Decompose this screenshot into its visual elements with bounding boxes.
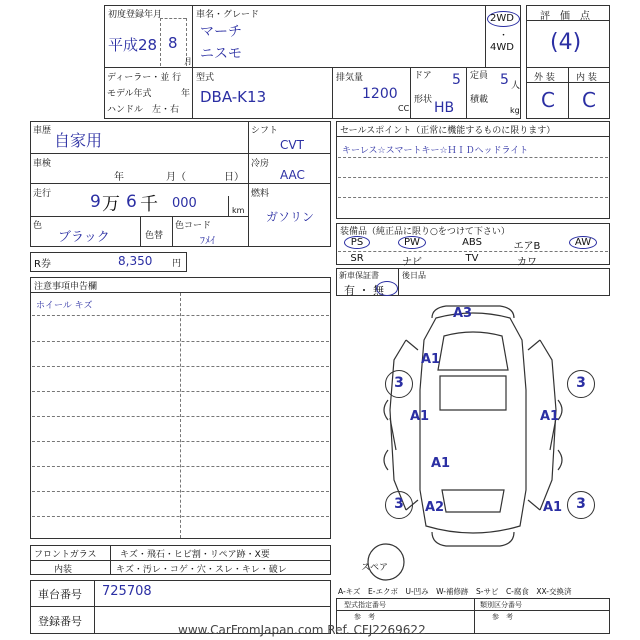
handle-label: ハンドル 左・右 (107, 105, 180, 115)
mileage-rest: 000 (172, 196, 197, 211)
equip-sr: SR (350, 253, 364, 264)
color-value: ブラック (58, 230, 110, 245)
after-label: 後日品 (402, 271, 426, 280)
interior-cond-opts: キズ・汚レ・コゲ・穴・スレ・キレ・破レ (116, 565, 287, 575)
equip-pw: PW (404, 237, 420, 248)
tire-front-left: 3 (385, 370, 413, 398)
car-diagram (336, 300, 610, 582)
front-glass-opts: キズ・飛石・ヒビ割・リペア跡・X要 (120, 550, 270, 560)
score-label: 評 価 点 (540, 11, 590, 22)
mileage-man: 9 (90, 192, 101, 212)
fuel-value: ガソリン (266, 210, 315, 224)
model-year-unit: 年 (181, 89, 191, 99)
displacement: 1200 (362, 86, 398, 102)
cc-unit: CC (398, 104, 410, 113)
equip-leather: カワ (517, 257, 537, 268)
dealer-label: ディーラー・並 行 (107, 73, 182, 83)
damage-mark-a2-left-rear: A2 (425, 500, 445, 515)
color-code-label: 色コード (175, 221, 212, 231)
mileage-label: 走行 (33, 189, 52, 199)
interior-label: 内 装 (576, 73, 597, 83)
capacity: 5 (500, 72, 509, 88)
damage-legend: A-キズ E-エクボ U-凹み W-補修跡 S-サビ C-腐食 XX-交換済 (338, 587, 572, 596)
mileage-sen: 6 (126, 192, 137, 212)
tire-rear-right: 3 (567, 491, 595, 519)
ac-label: 冷房 (251, 159, 270, 169)
shape: HB (434, 100, 455, 116)
spare-label: スペア (361, 563, 389, 573)
exterior-label: 外 装 (534, 73, 555, 83)
equip-tv: TV (465, 253, 479, 264)
color-code: ﾌﾒｲ (200, 236, 215, 247)
color-change-label: 色替 (145, 231, 164, 241)
damage-mark-a1-left-front: A1 (421, 352, 441, 367)
fuel-label: 燃料 (251, 189, 270, 199)
shift-value: CVT (280, 138, 304, 152)
doors: 5 (452, 72, 461, 88)
equip-navi: ナビ (402, 257, 422, 268)
car-grade: ニスモ (200, 46, 242, 62)
carname-label: 車名・グレード (196, 10, 260, 20)
damage-mark-a1-left-door: A1 (410, 409, 430, 424)
score-value: (4) (550, 30, 582, 55)
use-label: 車歴 (33, 126, 52, 136)
front-glass-label: フロントガラス (34, 550, 97, 560)
reg-era: 平成28 (108, 36, 158, 54)
drive-dot: ・ (499, 31, 509, 41)
drive-4wd: 4WD (490, 42, 514, 53)
equip-abs: ABS (462, 237, 482, 248)
reg-month: 8 (168, 34, 178, 52)
notes-label: 注意事項申告欄 (34, 282, 98, 292)
regnum-label: 登録番号 (38, 615, 82, 628)
watermark: www.CarFromJapan.com Ref. CFJ2269622 (178, 623, 426, 637)
recycle-label: R券 (34, 259, 51, 270)
recycle-yen: 円 (172, 259, 182, 269)
exterior-score: C (541, 88, 555, 112)
model-code: DBA-K13 (200, 88, 267, 106)
door-label: ドア (414, 71, 432, 81)
shape-label: 形状 (414, 95, 433, 105)
kg-unit: kg (510, 106, 520, 115)
damage-mark-a1-right-door: A1 (540, 409, 560, 424)
frame-label: 車台番号 (38, 588, 82, 601)
capacity-label: 定員 (470, 71, 489, 81)
load-label: 積載 (470, 95, 489, 105)
interior-score: C (582, 88, 596, 112)
class-label: 類別区分番号 (480, 601, 522, 609)
damage-mark-a1-roof: A1 (431, 456, 451, 471)
tire-rear-left: 3 (385, 491, 413, 519)
inspection-year-unit: 年 (114, 172, 124, 183)
inspection-day-unit: 日） (224, 172, 244, 183)
km-unit: km (232, 206, 245, 215)
color-label: 色 (33, 221, 43, 231)
recycle-amount: 8,350 (118, 254, 153, 268)
first-reg-label: 初度登録年月 (108, 10, 163, 20)
shift-label: シフト (251, 126, 279, 136)
displacement-label: 排気量 (336, 73, 364, 83)
recycle-box (30, 252, 187, 272)
man-unit: 万 (102, 194, 120, 215)
interior-cond-label: 内装 (54, 565, 73, 575)
sen-unit: 千 (140, 194, 158, 215)
warranty-label: 新車保証書 (339, 271, 379, 280)
capacity-unit: 人 (511, 81, 521, 91)
frame-value: 725708 (102, 584, 152, 599)
damage-mark-a1-right-rear: A1 (543, 500, 563, 515)
reg-month-unit: 月 (184, 57, 192, 66)
equipment-label: 装備品（純正品に限り○をつけて下さい） (340, 227, 510, 237)
drive-2wd: 2WD (490, 13, 514, 24)
equip-ps: PS (350, 237, 364, 248)
ac-value: AAC (280, 168, 305, 182)
model-spec-label: 型式指定番号 (344, 601, 386, 609)
notes-text: ホイール キズ (36, 301, 93, 311)
sales-points-label: セールスポイント（正常に機能するものに限ります） (340, 126, 556, 136)
ref-label-right: 参 考 (492, 613, 513, 621)
tire-front-right: 3 (567, 370, 595, 398)
sales-points-text: キーレス☆スマートキー☆ＨＩＤヘッドライト (342, 146, 529, 156)
ref-label-left: 参 考 (354, 613, 375, 621)
car-name: マーチ (200, 24, 242, 40)
equip-airbag: エアB (513, 241, 541, 252)
equip-aw: AW (574, 237, 592, 248)
warranty-options: 有 ・ 無 (344, 284, 384, 297)
inspection-month-unit: 月（ (166, 172, 186, 183)
warranty-none-circle (376, 281, 398, 296)
damage-mark-a3-front: A3 (453, 306, 473, 321)
inspection-label: 車検 (33, 159, 52, 169)
use-value: 自家用 (54, 131, 103, 150)
model-year-label: モデル年式 (107, 89, 152, 99)
model-label: 型式 (196, 73, 215, 83)
